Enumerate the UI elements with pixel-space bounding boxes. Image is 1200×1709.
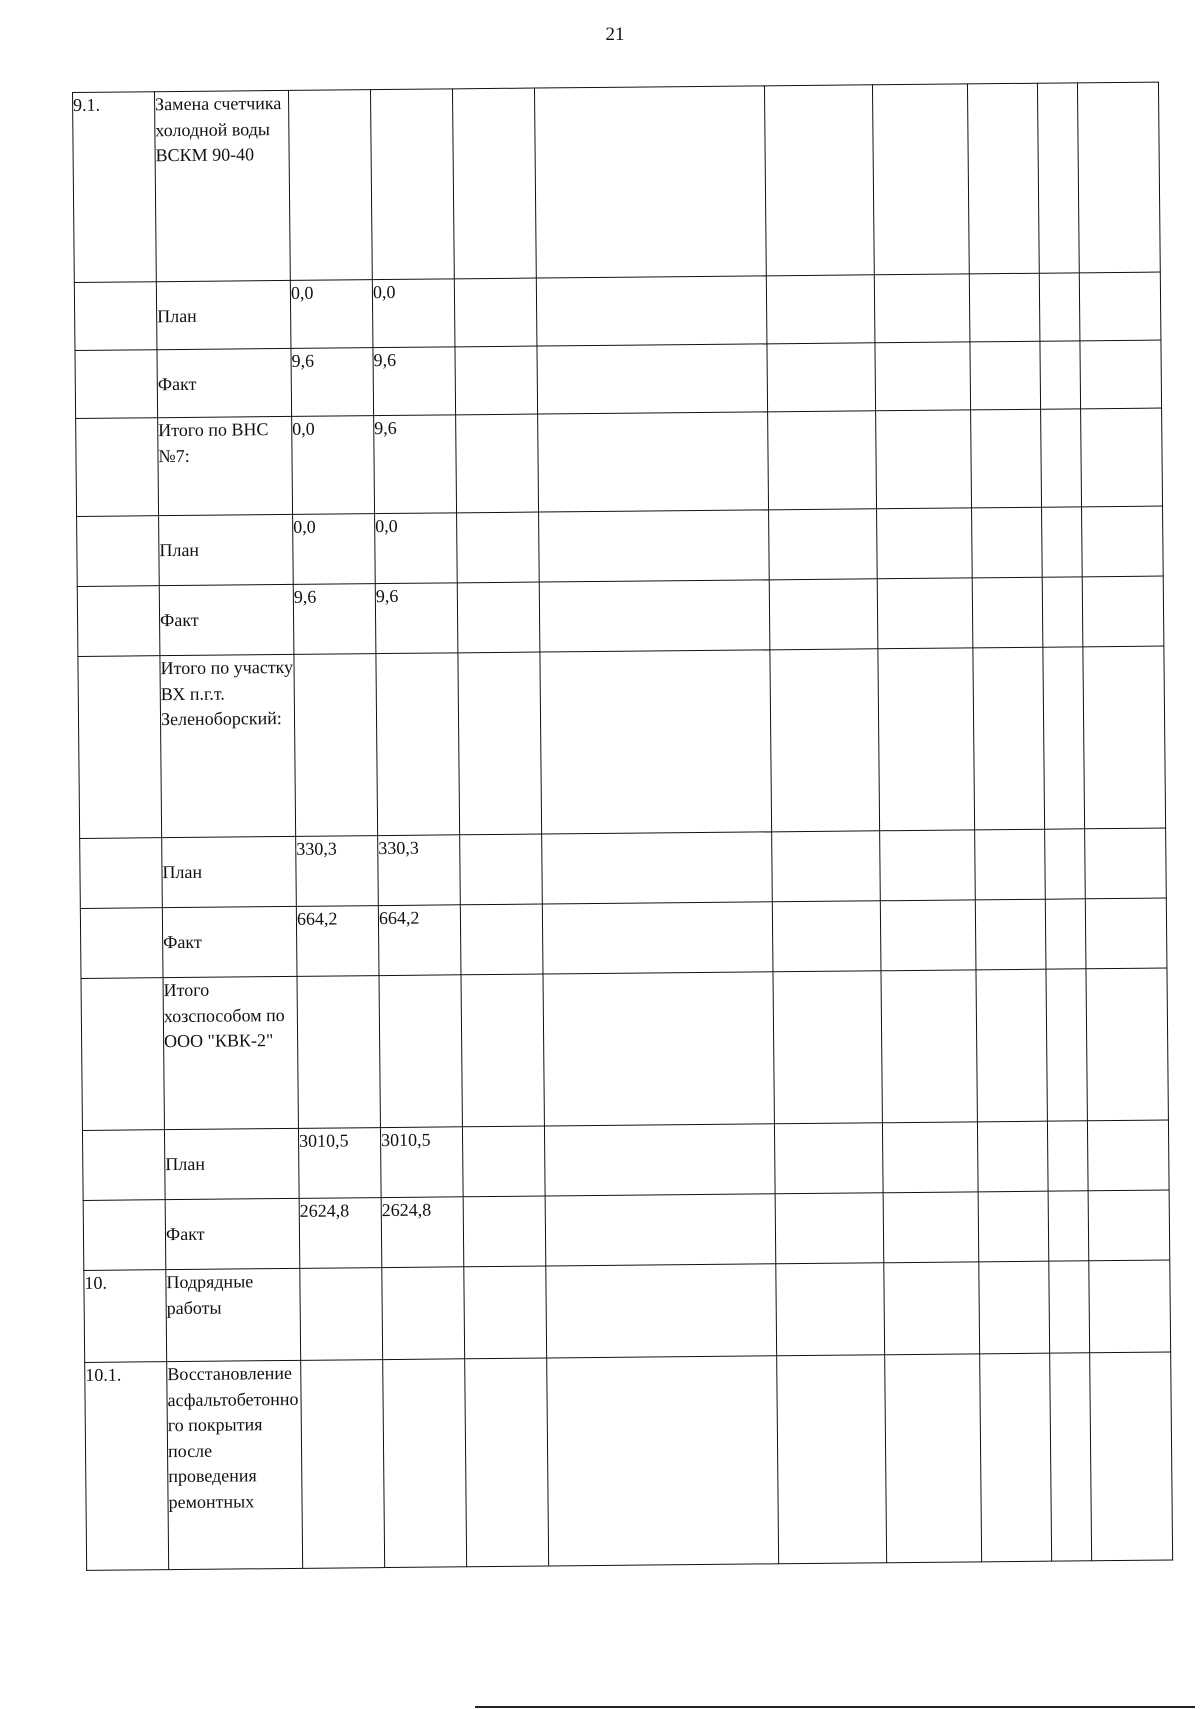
empty-cell (769, 509, 878, 580)
empty-cell (877, 578, 973, 649)
row-number (74, 282, 157, 351)
empty-cell (465, 1358, 549, 1567)
row-name: План (164, 1128, 299, 1199)
empty-cell (880, 830, 976, 901)
empty-cell (1086, 968, 1168, 1121)
row-name: Итого по ВНС №7: (158, 416, 293, 515)
row-number (80, 908, 163, 979)
empty-cell (874, 274, 970, 343)
empty-cell (543, 972, 774, 1126)
empty-cell (978, 1191, 1049, 1262)
empty-cell (1087, 1120, 1169, 1191)
empty-cell (775, 1193, 884, 1264)
value-col-1: 2624,8 (299, 1198, 382, 1269)
empty-cell (764, 85, 874, 276)
empty-cell (542, 902, 773, 974)
value-col-1: 0,0 (292, 416, 375, 515)
value-col-2: 0,0 (375, 513, 458, 584)
empty-cell (1077, 82, 1160, 273)
value-col-1: 3010,5 (298, 1128, 381, 1199)
value-col-1: 330,3 (296, 836, 379, 907)
value-col-2: 9,6 (375, 583, 458, 654)
bottom-rule (475, 1706, 1195, 1708)
value-col-2 (383, 1359, 467, 1568)
table-row (77, 576, 1164, 656)
empty-cell (540, 650, 772, 834)
row-name: План (156, 280, 291, 349)
empty-cell (456, 414, 539, 513)
empty-cell (1048, 1191, 1089, 1261)
empty-cell (882, 1122, 978, 1193)
value-col-1 (288, 90, 372, 281)
empty-cell (1080, 340, 1162, 409)
empty-cell (1039, 273, 1080, 341)
empty-cell (967, 83, 1039, 274)
empty-cell (547, 1356, 779, 1566)
empty-cell (1045, 899, 1086, 969)
empty-cell (1041, 409, 1082, 507)
row-number (76, 418, 159, 517)
row-number: 9.1. (73, 92, 157, 283)
table-row (75, 340, 1162, 418)
empty-cell (977, 1121, 1048, 1192)
row-name: Факт (165, 1198, 300, 1269)
row-number (81, 978, 164, 1131)
empty-cell (878, 648, 975, 831)
empty-cell (883, 1192, 979, 1263)
table-row (81, 968, 1168, 1130)
report-sheet (72, 82, 1173, 1571)
row-number (78, 656, 162, 839)
row-number: 10. (84, 1270, 167, 1363)
empty-cell (1090, 1352, 1173, 1561)
empty-cell (462, 1126, 545, 1197)
empty-cell (457, 512, 540, 583)
table-row (80, 828, 1167, 908)
empty-cell (455, 346, 538, 415)
empty-cell (766, 275, 875, 344)
row-number (77, 516, 160, 587)
empty-cell (1082, 576, 1164, 647)
value-col-1: 0,0 (290, 280, 373, 349)
row-name: Факт (162, 906, 297, 977)
row-name: План (159, 514, 294, 585)
value-col-1 (300, 1268, 383, 1361)
row-number (83, 1200, 166, 1271)
empty-cell (980, 1353, 1052, 1562)
row-number (80, 838, 163, 909)
works-table (72, 82, 1173, 1571)
empty-cell (538, 412, 769, 512)
value-col-1 (301, 1360, 385, 1569)
empty-cell (973, 647, 1045, 830)
empty-cell (971, 409, 1042, 508)
empty-cell (772, 831, 881, 902)
row-number: 10.1. (85, 1362, 169, 1571)
empty-cell (773, 971, 882, 1124)
empty-cell (876, 410, 972, 509)
empty-cell (972, 577, 1043, 648)
value-col-2: 664,2 (378, 905, 461, 976)
empty-cell (464, 1266, 547, 1359)
empty-cell (1085, 898, 1167, 969)
empty-cell (460, 834, 543, 905)
empty-cell (777, 1355, 887, 1564)
row-name: Восстановление асфальтобетонного покрытия после проведения ремонтных (167, 1360, 303, 1569)
value-col-2 (382, 1267, 465, 1360)
empty-cell (772, 901, 881, 972)
empty-cell (769, 579, 878, 650)
empty-cell (544, 1124, 775, 1196)
empty-cell (452, 88, 536, 279)
value-col-1: 9,6 (293, 584, 376, 655)
empty-cell (970, 341, 1041, 410)
empty-cell (539, 510, 770, 582)
empty-cell (536, 276, 767, 346)
row-name: Итого хозспособом по ООО "КВК-2" (163, 976, 298, 1129)
row-number (77, 586, 160, 657)
value-col-2 (370, 89, 454, 280)
value-col-2: 330,3 (378, 835, 461, 906)
empty-cell (454, 278, 537, 347)
row-name: Факт (157, 348, 292, 417)
table-row (76, 408, 1163, 516)
empty-cell (880, 900, 976, 971)
empty-cell (1040, 341, 1081, 409)
table-row (83, 1190, 1170, 1270)
empty-cell (885, 1354, 982, 1563)
empty-cell (979, 1261, 1050, 1354)
row-name: Итого по участку ВХ п.г.т. Зеленоборский: (160, 654, 296, 837)
empty-cell (975, 829, 1046, 900)
empty-cell (881, 970, 977, 1123)
empty-cell (969, 273, 1040, 342)
value-col-1: 0,0 (293, 514, 376, 585)
table-row (82, 1120, 1169, 1200)
row-name: Подрядные работы (166, 1268, 301, 1361)
table-row (85, 1352, 1173, 1570)
value-col-1: 9,6 (291, 348, 374, 417)
empty-cell (457, 582, 540, 653)
value-col-2 (376, 653, 460, 836)
row-number (82, 1130, 165, 1201)
empty-cell (972, 507, 1043, 578)
row-name: Замена счетчика холодной воды ВСКМ 90-40 (155, 90, 291, 281)
empty-cell (461, 974, 544, 1127)
empty-cell (1081, 408, 1163, 507)
empty-cell (975, 899, 1046, 970)
empty-cell (1079, 272, 1161, 341)
row-number (75, 350, 158, 419)
empty-cell (1088, 1190, 1170, 1261)
row-name: План (162, 836, 297, 907)
empty-cell (1085, 828, 1167, 899)
empty-cell (976, 969, 1047, 1122)
row-name: Факт (159, 584, 294, 655)
value-col-2: 0,0 (372, 279, 455, 348)
empty-cell (534, 86, 766, 278)
value-col-1 (294, 654, 378, 837)
empty-cell (1049, 1261, 1090, 1353)
table-row (84, 1260, 1171, 1362)
empty-cell (545, 1194, 776, 1266)
value-col-2: 9,6 (373, 347, 456, 416)
table-row (78, 646, 1166, 838)
empty-cell (537, 344, 768, 414)
empty-cell (768, 411, 877, 510)
empty-cell (539, 580, 770, 652)
empty-cell (884, 1262, 980, 1355)
empty-cell (1050, 1353, 1092, 1561)
empty-cell (463, 1196, 546, 1267)
empty-cell (877, 508, 973, 579)
empty-cell (1045, 829, 1086, 899)
empty-cell (546, 1264, 777, 1358)
empty-cell (1043, 647, 1085, 829)
empty-cell (770, 649, 880, 832)
empty-cell (542, 832, 773, 904)
empty-cell (1082, 506, 1164, 577)
empty-cell (767, 343, 876, 412)
empty-cell (1042, 577, 1083, 647)
empty-cell (460, 904, 543, 975)
empty-cell (1042, 507, 1083, 577)
empty-cell (1046, 969, 1087, 1121)
value-col-2: 2624,8 (381, 1197, 464, 1268)
empty-cell (776, 1263, 885, 1356)
empty-cell (1089, 1260, 1171, 1353)
empty-cell (458, 652, 542, 835)
value-col-1: 664,2 (296, 906, 379, 977)
value-col-1 (297, 976, 380, 1129)
table-row (74, 272, 1161, 350)
empty-cell (774, 1123, 883, 1194)
empty-cell (1047, 1121, 1088, 1191)
table-row (73, 82, 1161, 282)
value-col-2: 3010,5 (380, 1127, 463, 1198)
value-col-2 (379, 975, 462, 1128)
page-number: 21 (605, 24, 625, 45)
empty-cell (1037, 83, 1079, 273)
table-row (80, 898, 1167, 978)
empty-cell (1083, 646, 1166, 829)
table-row (77, 506, 1164, 586)
empty-cell (872, 84, 969, 275)
empty-cell (875, 342, 971, 411)
value-col-2: 9,6 (374, 415, 457, 514)
table-body (73, 82, 1173, 1570)
